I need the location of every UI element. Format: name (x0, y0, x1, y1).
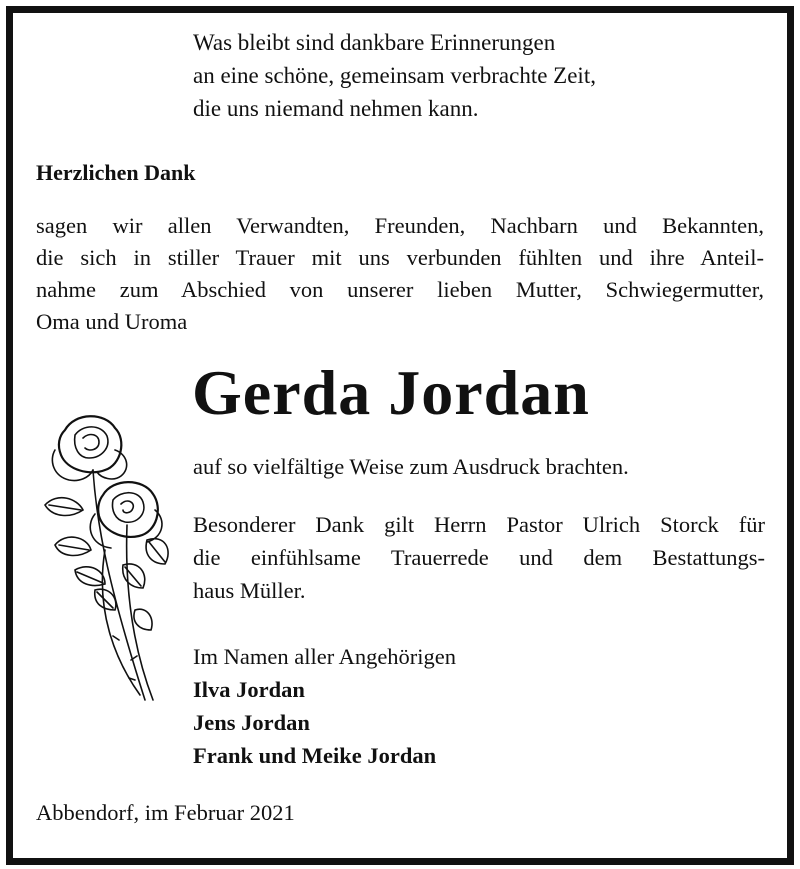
after-name-text: auf so vielfältige Weise zum Ausdruck brachten. (193, 454, 629, 479)
signature-intro: Im Namen aller Angehörigen (193, 644, 457, 669)
intro-line: nahme zum Abschied von unserer lieben Mutter, Schwiegermutter, (36, 277, 764, 302)
intro-line: die sich in stiller Trauer mit uns verbunden fühlten und ihre Anteil- (36, 245, 764, 270)
intro-line: sagen wir allen Verwandten, Freunden, Nachbarn und Bekannten, (36, 213, 764, 238)
signature-block (193, 640, 456, 772)
roses-illustration (35, 410, 175, 710)
signature-name: Jens Jordan (193, 710, 310, 735)
poem-line: Was bleibt sind dankbare Erinnerungen (193, 30, 556, 55)
place-date: Abbendorf, im Februar 2021 (36, 800, 295, 825)
thanks-line: Besonderer Dank gilt Herrn Pastor Ulrich Storck für (193, 512, 765, 537)
signature-name: Ilva Jordan (193, 677, 305, 702)
thanks-heading: Herzlichen Dank (36, 160, 196, 185)
intro-line: Oma und Uroma (36, 309, 188, 334)
poem-line: die uns niemand nehmen kann. (193, 96, 479, 121)
thanks-line: haus Müller. (193, 578, 306, 603)
poem-line: an eine schöne, gemeinsam verbrachte Zeit, (193, 63, 596, 88)
thanks-line: die einfühlsame Trauerrede und dem Bestattungs- (193, 545, 765, 570)
poem (193, 26, 596, 125)
signature-name: Frank und Meike Jordan (193, 743, 437, 768)
special-thanks-paragraph (193, 508, 765, 607)
deceased-name: Gerda Jordan (192, 357, 590, 428)
intro-paragraph (36, 210, 764, 338)
